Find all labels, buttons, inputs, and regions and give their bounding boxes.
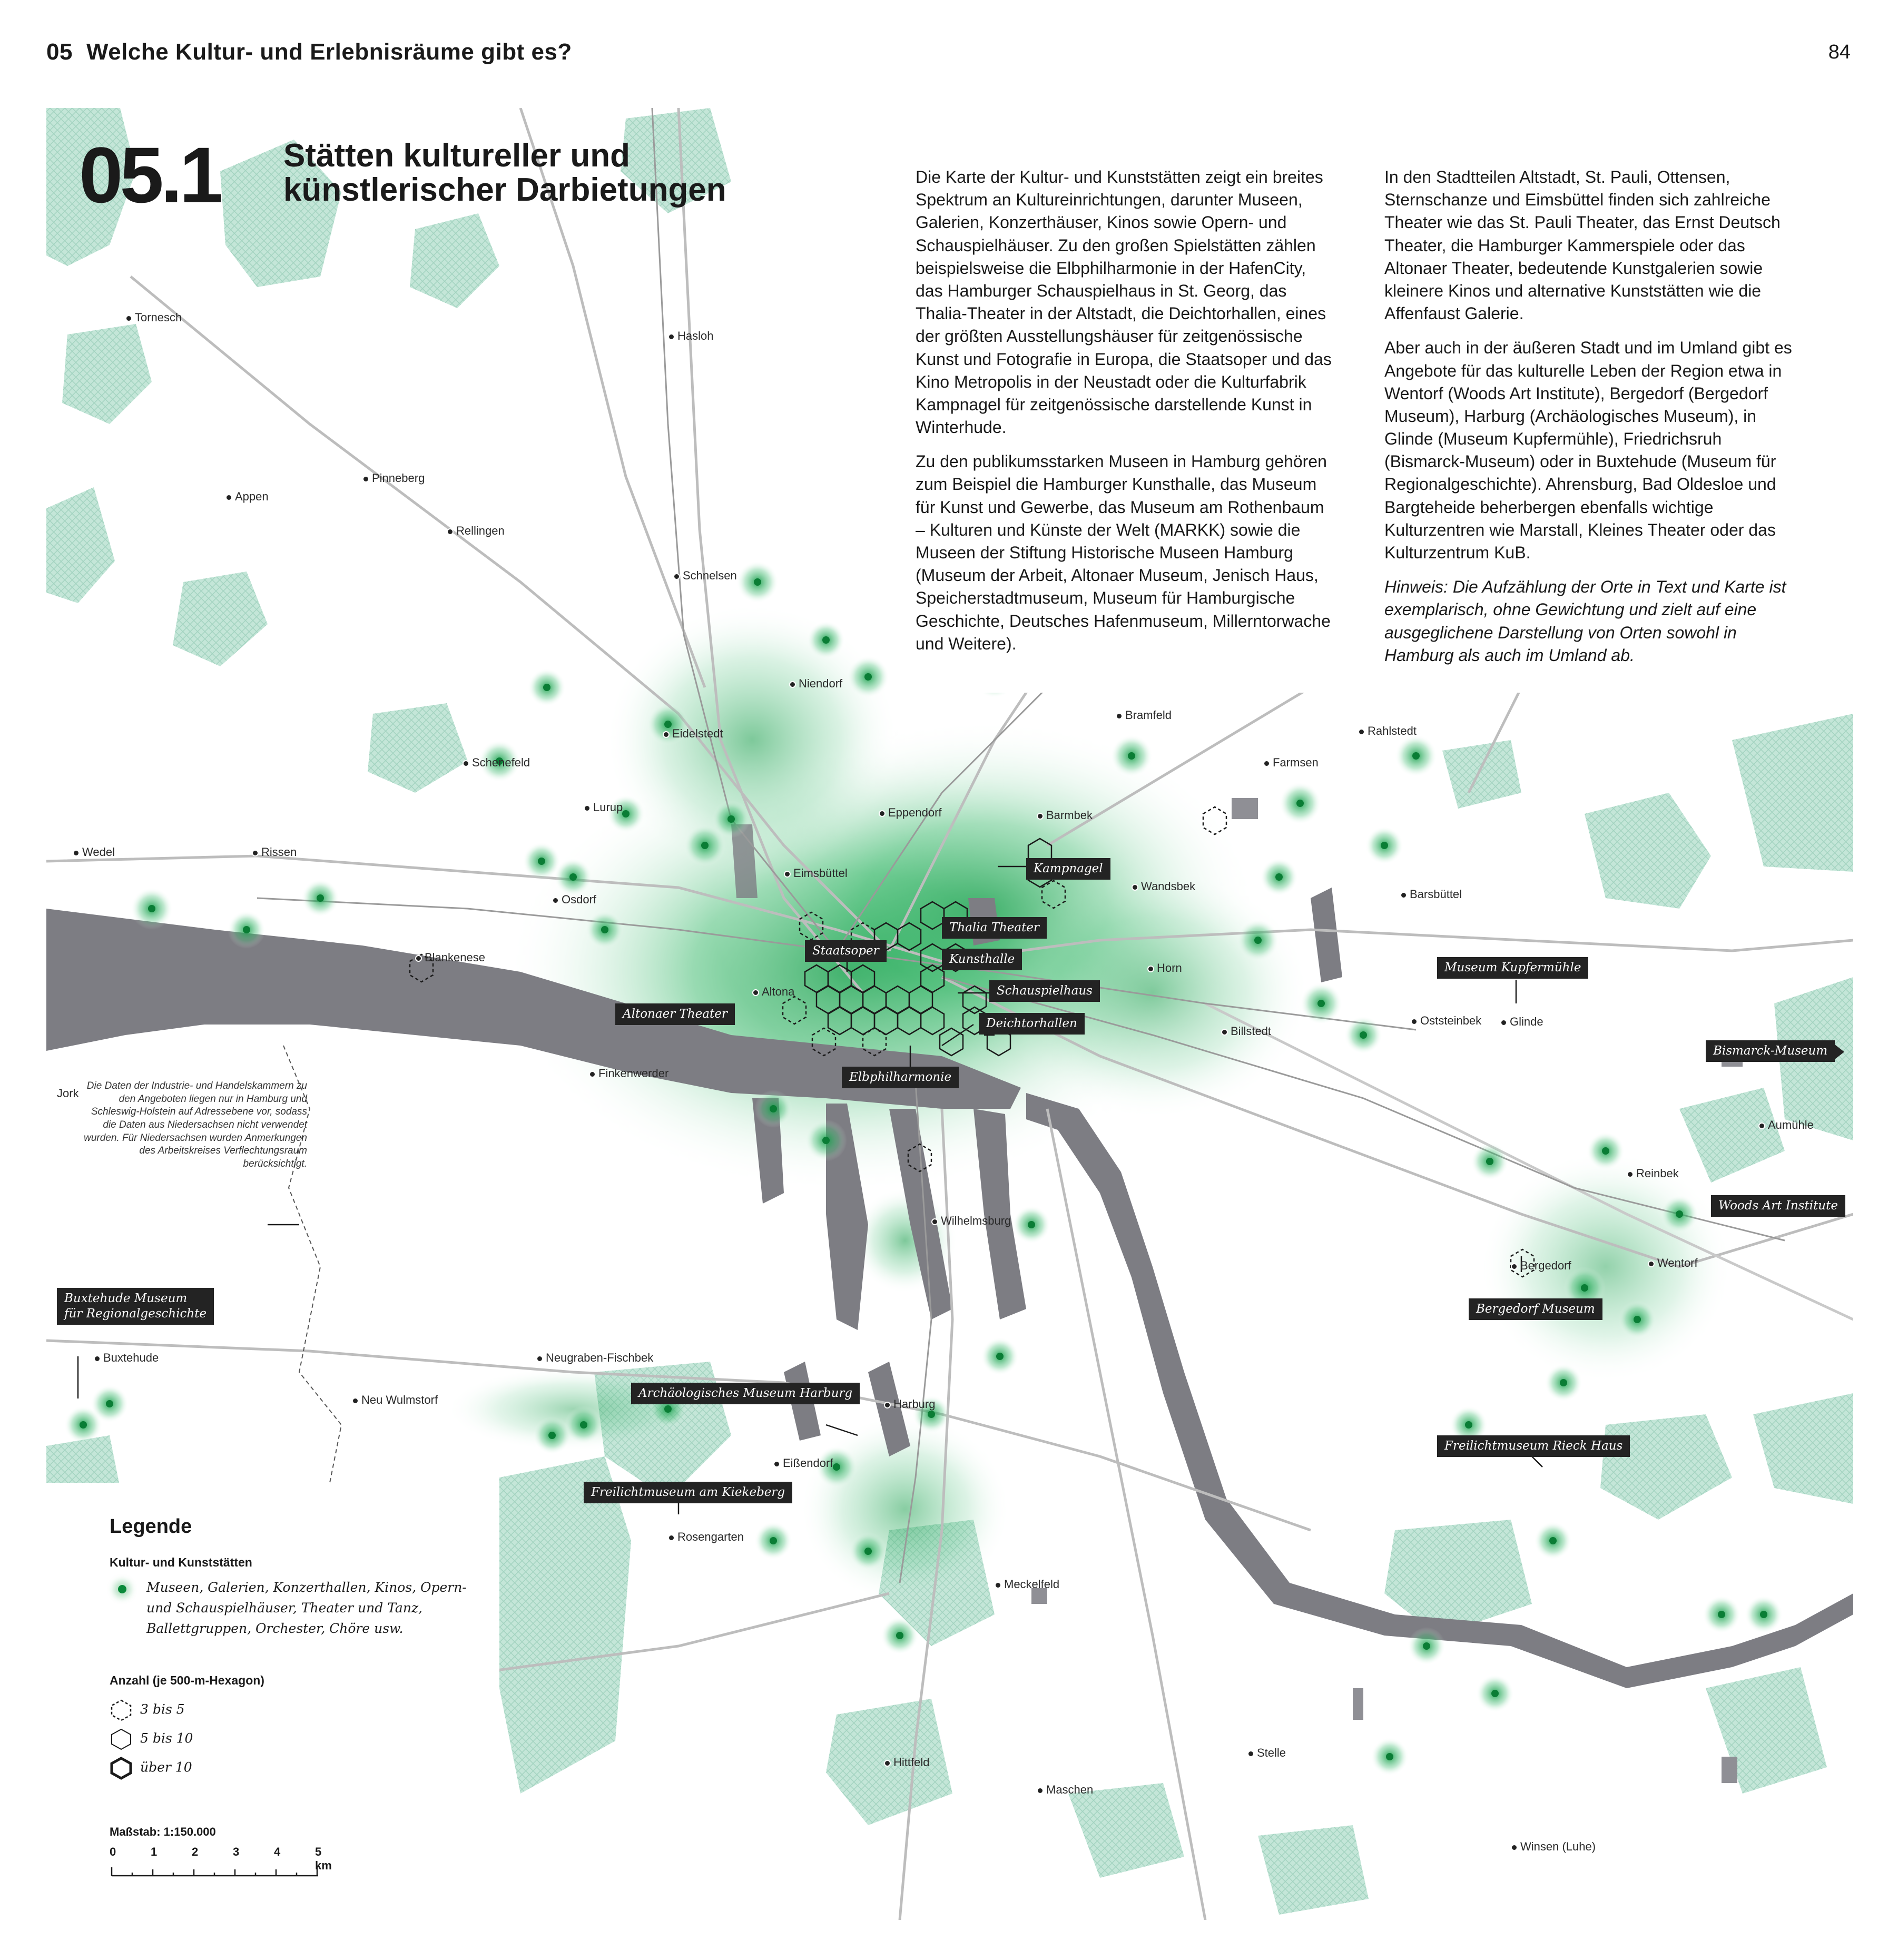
legend-hex-small: [110, 1699, 185, 1722]
place-label: Rellingen: [447, 524, 505, 538]
place-dot: [584, 805, 591, 812]
legend-hex-small-label: 3 bis 5: [140, 1701, 185, 1717]
place-label: Osdorf: [552, 893, 596, 907]
place-dot: [1247, 1750, 1254, 1757]
place-dot: [1263, 760, 1270, 767]
callout-bismarck-museum[interactable]: Bismarck-Museum: [1706, 1040, 1835, 1062]
place-dot: [879, 810, 886, 817]
legend-count-title: Anzahl (je 500-m-Hexagon): [110, 1673, 264, 1687]
place-dot: [884, 1760, 891, 1767]
place-label: Niendorf: [789, 677, 842, 691]
place-dot: [995, 1582, 1001, 1589]
hexagon-dashed-icon: [110, 1699, 133, 1722]
place-dot: [1411, 1018, 1418, 1025]
place-dot: [225, 494, 232, 501]
place-label: Pinneberg: [362, 471, 425, 485]
place-label: Rissen: [252, 845, 297, 859]
scale-tick: 3: [233, 1845, 240, 1858]
callout-archaeologisches-museum[interactable]: Archäologisches Museum Harburg: [631, 1383, 860, 1404]
callout-elbphilharmonie[interactable]: Elbphilharmonie: [842, 1067, 959, 1088]
place-dot: [552, 897, 559, 904]
place-dot: [463, 760, 469, 767]
scale-tick: 2: [192, 1845, 199, 1858]
place-dot: [752, 989, 759, 996]
section-title-line2: künstlerischer Darbietungen: [283, 172, 726, 209]
place-dot: [789, 681, 796, 688]
callout-deichtorhallen[interactable]: Deichtorhallen: [979, 1013, 1085, 1035]
callout-schauspielhaus[interactable]: Schauspielhaus: [989, 980, 1100, 1002]
place-label: Tornesch: [125, 311, 182, 324]
chapter-title: Welche Kultur- und Erlebnisräume gibt es?: [86, 39, 572, 65]
place-dot: [773, 1461, 780, 1467]
chapter-header: [46, 39, 572, 65]
place-dot: [94, 1355, 101, 1362]
place-label: Horn: [1147, 961, 1182, 975]
place-dot: [1037, 813, 1044, 820]
place-label: Schenefeld: [463, 756, 530, 770]
place-label: Wedel: [73, 845, 115, 859]
place-dot: [668, 333, 675, 340]
place-label: Bramfeld: [1116, 708, 1172, 722]
callout-freilichtmuseum-rieck-haus[interactable]: Freilichtmuseum Rieck Haus: [1437, 1435, 1630, 1457]
place-label: Blankenese: [415, 951, 485, 964]
place-label: Lurup: [584, 801, 623, 814]
chapter-number: 05: [46, 39, 73, 65]
place-label: Bergedorf: [1511, 1259, 1571, 1273]
callout-buxtehude-museum[interactable]: [57, 1288, 214, 1325]
place-label: Billstedt: [1221, 1025, 1271, 1038]
callout-thalia-theater[interactable]: Thalia Theater: [942, 917, 1047, 939]
legend-title: Legende: [110, 1515, 192, 1538]
place-dot: [1511, 1263, 1518, 1270]
place-dot: [1758, 1122, 1765, 1129]
place-dot: [362, 476, 369, 482]
place-label: Buxtehude: [94, 1351, 159, 1365]
legend-subtitle: Kultur- und Kunststätten: [110, 1555, 252, 1569]
legend: [46, 1483, 499, 1920]
place-dot: [1511, 1844, 1518, 1851]
place-label: Stelle: [1247, 1746, 1286, 1760]
place-label: Finkenwerder: [589, 1067, 668, 1080]
place-dot: [1037, 1787, 1044, 1794]
paragraph-4: Aber auch in der äußeren Stadt und im Umland gibt es Angebote für das kulturelle Leben der Region etwa in Wentorf (Woods Art Institute), Bergedorf (Bergedorf Museum), Harburg (Archäologisches Museum), in Glinde (Museum Kupfermühle), Friedrichsruh (Bismarck-Museum) oder in Buxtehude (Museum für Regionalgeschichte). Ahrensburg, Bad Oldesloe und Bargteheide beherbergen ebenfalls wichtige Kulturzentren wie Marstall, Kleines Theater oder das Kulturzentrum KuB.: [1384, 338, 1792, 562]
text-column-right: [1384, 166, 1806, 678]
place-label: Schnelsen: [673, 569, 737, 583]
legend-dot-description: Museen, Galerien, Konzerthallen, Kinos, Opern- und Schauspielhäuser, Theater und Tanz, Ballettgruppen, Orchester, Chöre usw.: [146, 1580, 467, 1636]
place-dot: [1116, 713, 1123, 720]
callout-kunsthalle[interactable]: Kunsthalle: [942, 949, 1022, 970]
place-label: Jork: [57, 1087, 79, 1100]
place-label: Altona: [752, 985, 794, 999]
place-label: Meckelfeld: [995, 1578, 1059, 1591]
text-panel: [889, 108, 1853, 693]
place-label: Hasloh: [668, 329, 713, 343]
page-number: 84: [1828, 41, 1851, 63]
scale-tick: 1: [151, 1845, 158, 1858]
place-label: Glinde: [1500, 1015, 1543, 1029]
place-dot: [931, 1218, 938, 1225]
place-dot: [125, 315, 132, 322]
legend-hex-large-label: über 10: [140, 1759, 192, 1775]
legend-hex-medium: [110, 1728, 193, 1751]
callout-bergedorf-museum[interactable]: Bergedorf Museum: [1469, 1298, 1602, 1320]
place-dot: [589, 1071, 596, 1078]
paragraph-1: Die Karte der Kultur- und Kunststätten zeigt ein breites Spektrum an Kultureinrichtungen, darunter Museen, Galerien, Konzerthäuser, Kinos sowie Opern- und Schauspielhäuser. Zu den großen Spielstätten zählen beispielsweise die Elbphilharmonie in der HafenCity, das Hamburger Schauspielhaus in St. Georg, das Thalia-Theater in der Altstadt, die Deichtorhallen, eines der größten Ausstellungshäuser für zeitgenössische Kunst und Fotografie in Europa, die Staatsoper und das Kino Metropolis in der Neustadt oder die Kulturfabrik Kampnagel für zeitgenössische darstellende Kunst in Winterhude.: [916, 168, 1332, 437]
place-label: Eppendorf: [879, 806, 942, 820]
place-dot: [1358, 728, 1365, 735]
legend-hex-medium-label: 5 bis 10: [140, 1730, 193, 1746]
place-label: Maschen: [1037, 1783, 1093, 1797]
place-dot: [415, 955, 422, 962]
map-frame: [46, 108, 1853, 1920]
callout-woods-art-institute[interactable]: Woods Art Institute: [1711, 1195, 1845, 1217]
place-dot: [1400, 892, 1407, 899]
place-dot: [447, 528, 454, 535]
place-dot: [1221, 1029, 1228, 1036]
place-label: Eidelstedt: [663, 727, 723, 741]
place-label: Hittfeld: [884, 1756, 929, 1769]
place-label: Barmbek: [1037, 809, 1093, 822]
place-dot: [1132, 884, 1138, 891]
place-label: Rahlstedt: [1358, 724, 1417, 738]
scale-tick: 0: [110, 1845, 116, 1858]
callout-kampnagel[interactable]: Kampnagel: [1026, 858, 1110, 880]
place-label: Appen: [225, 490, 269, 504]
data-source-note: Die Daten der Industrie- und Handelskammern zu den Angeboten liegen nur in Hamburg und Schleswig-Holstein auf Adressebene vor, sodass die Daten aus Niedersachsen nicht verwendet wurden. Für Niedersachsen wurden Anmerkungen des Arbeitskreises Verflechtungsraum berücksichtigt.: [84, 1080, 307, 1170]
callout-museum-kupfermuehle[interactable]: Museum Kupfermühle: [1437, 957, 1588, 979]
place-dot: [1627, 1171, 1634, 1178]
place-dot: [1500, 1019, 1507, 1026]
callout-line: für Regionalgeschichte: [64, 1306, 207, 1321]
place-dot: [668, 1534, 675, 1541]
hexagon-thick-icon: [110, 1757, 133, 1780]
place-dot: [784, 871, 791, 878]
place-dot: [884, 1402, 891, 1409]
place-dot: [252, 850, 259, 856]
scale-bar: [110, 1862, 331, 1878]
scale-tick: 5 km: [315, 1845, 332, 1872]
place-label: Neu Wulmstorf: [352, 1393, 438, 1407]
callout-altonaer-theater[interactable]: Altonaer Theater: [615, 1003, 735, 1025]
callout-freilichtmuseum-kiekeberg[interactable]: Freilichtmuseum am Kiekeberg: [584, 1482, 792, 1503]
place-label: Oststeinbek: [1411, 1014, 1481, 1028]
culture-site-dot-icon: [118, 1585, 126, 1593]
hexagon-thin-icon: [110, 1728, 133, 1751]
section-title-line1: Stätten kultureller und: [283, 137, 630, 174]
place-dot: [1648, 1260, 1655, 1267]
paragraph-2: Zu den publikumsstarken Museen in Hamburg gehören zum Beispiel die Hamburger Kunsthalle, das Museum für Kunst und Gewerbe, das Museum am Rothenbaum – Kulturen und Künste der Welt (MARKK) sowie die Museen der Stiftung Historische Museen Hamburg (Museum der Arbeit, Altonaer Museum, Jenisch Haus, Speicherstadtmuseum, Museum für Hamburgische Geschichte, Deutsches Hafenmuseum, Millerntorwache und Weitere).: [916, 452, 1331, 653]
section-title: [283, 139, 863, 207]
place-dot: [352, 1397, 359, 1404]
place-dot: [73, 850, 80, 856]
place-dot: [1147, 966, 1154, 972]
text-column-left: [916, 166, 1337, 667]
place-label: Wandsbek: [1132, 880, 1195, 893]
scale-tick: 4: [274, 1845, 281, 1858]
legend-hex-large: [110, 1757, 192, 1780]
place-label: Wentorf: [1648, 1256, 1698, 1270]
place-label: Aumühle: [1758, 1118, 1814, 1132]
place-label: Reinbek: [1627, 1167, 1679, 1180]
place-label: Wilhelmsburg: [931, 1214, 1011, 1228]
callout-staatsoper[interactable]: Staatsoper: [805, 940, 887, 962]
place-label: Neugraben-Fischbek: [536, 1351, 653, 1365]
place-label: Barsbüttel: [1400, 888, 1462, 901]
section-number: 05.1: [79, 131, 220, 219]
place-dot: [663, 731, 670, 738]
place-dot: [536, 1355, 543, 1362]
paragraph-3: In den Stadtteilen Altstadt, St. Pauli, Ottensen, Sternschanze und Eimsbüttel finden sich zahlreiche Theater wie das St. Pauli Theater, das Ernst Deutsch Theater, die Hamburger Kammerspiele oder das Altonaer Theater, bedeutende Kunstgalerien sowie kleinere Kinos und alternative Kunststätten wie die Affenfaust Galerie.: [1384, 168, 1781, 323]
place-label: Eimsbüttel: [784, 866, 848, 880]
place-label: Eißendorf: [773, 1456, 833, 1470]
place-label: Rosengarten: [668, 1530, 744, 1544]
place-label: Winsen (Luhe): [1511, 1840, 1596, 1854]
place-dot: [673, 573, 680, 580]
callout-line: Buxtehude Museum: [64, 1292, 188, 1305]
place-label: Harburg: [884, 1397, 935, 1411]
place-label: Farmsen: [1263, 756, 1319, 770]
scale-label: Maßstab: 1:150.000: [110, 1825, 216, 1838]
note-paragraph: Hinweis: Die Aufzählung der Orte in Text und Karte ist exemplarisch, ohne Gewichtung und zielt auf eine ausgeglichene Darstellung von Orten sowohl in Hamburg als auch im Umland ab.: [1384, 577, 1786, 665]
